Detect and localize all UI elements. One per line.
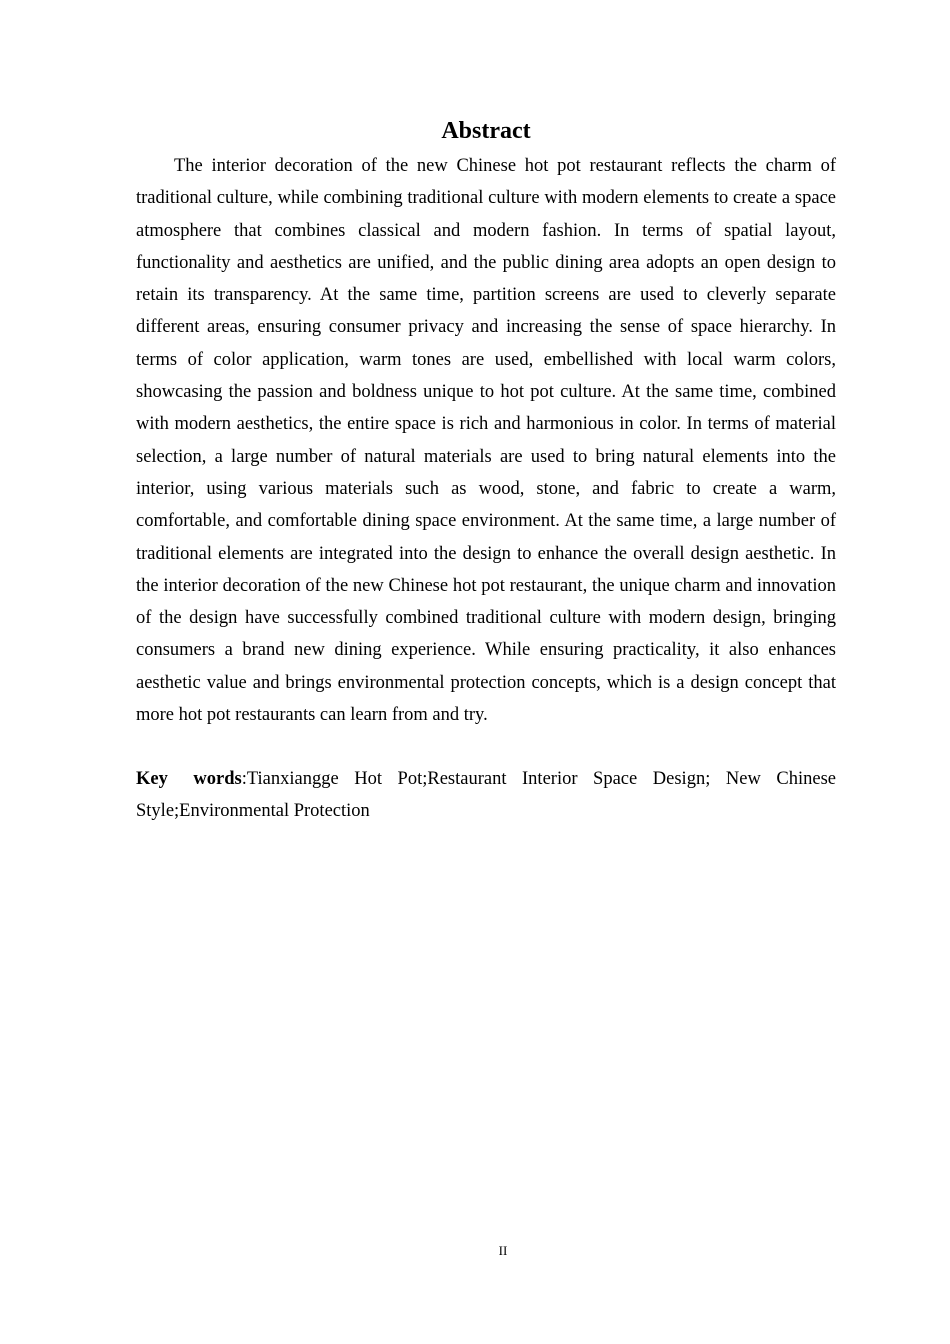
- abstract-title: Abstract: [441, 118, 531, 144]
- abstract-body: The interior decoration of the new Chinese hot pot restaurant reflects the charm of traditional culture, while combining traditional culture with modern elements to create a space atmosphere that combines classical and modern fashion. In terms of spatial layout, functionality and aesthetics are unified, and the public dining area adopts an open design to retain its transparency. At the same time, partition screens are used to cleverly separate different areas, ensuring consumer privacy and increasing the sense of space hierarchy. In terms of color application, warm tones are used, embellished with local warm colors, showcasing the passion and boldness unique to hot pot culture. At the same time, combined with modern aesthetics, the entire space is rich and harmonious in color. In terms of material selection, a large number of natural materials are used to bring natural elements into the interior, using various materials such as wood, stone, and fabric to create a warm, comfortable, and comfortable dining space environment. At the same time, a large number of traditional elements are integrated into the design to enhance the overall design aesthetic. In the interior decoration of the new Chinese hot pot restaurant, the unique charm and innovation of the design have successfully combined traditional culture with modern design, bringing consumers a brand new dining experience. While ensuring practicality, it also enhances aesthetic value and brings environmental protection concepts, which is a design concept that more hot pot restaurants can learn from and try.: [136, 156, 836, 726]
- page-number: II: [498, 1243, 508, 1258]
- keywords-text: :Tianxiangge Hot Pot;Restaurant Interior Space Design; New Chinese Style;Environmental Protection: [136, 769, 836, 822]
- keywords-label: Key words: [136, 769, 242, 789]
- keywords-paragraph: [136, 763, 836, 828]
